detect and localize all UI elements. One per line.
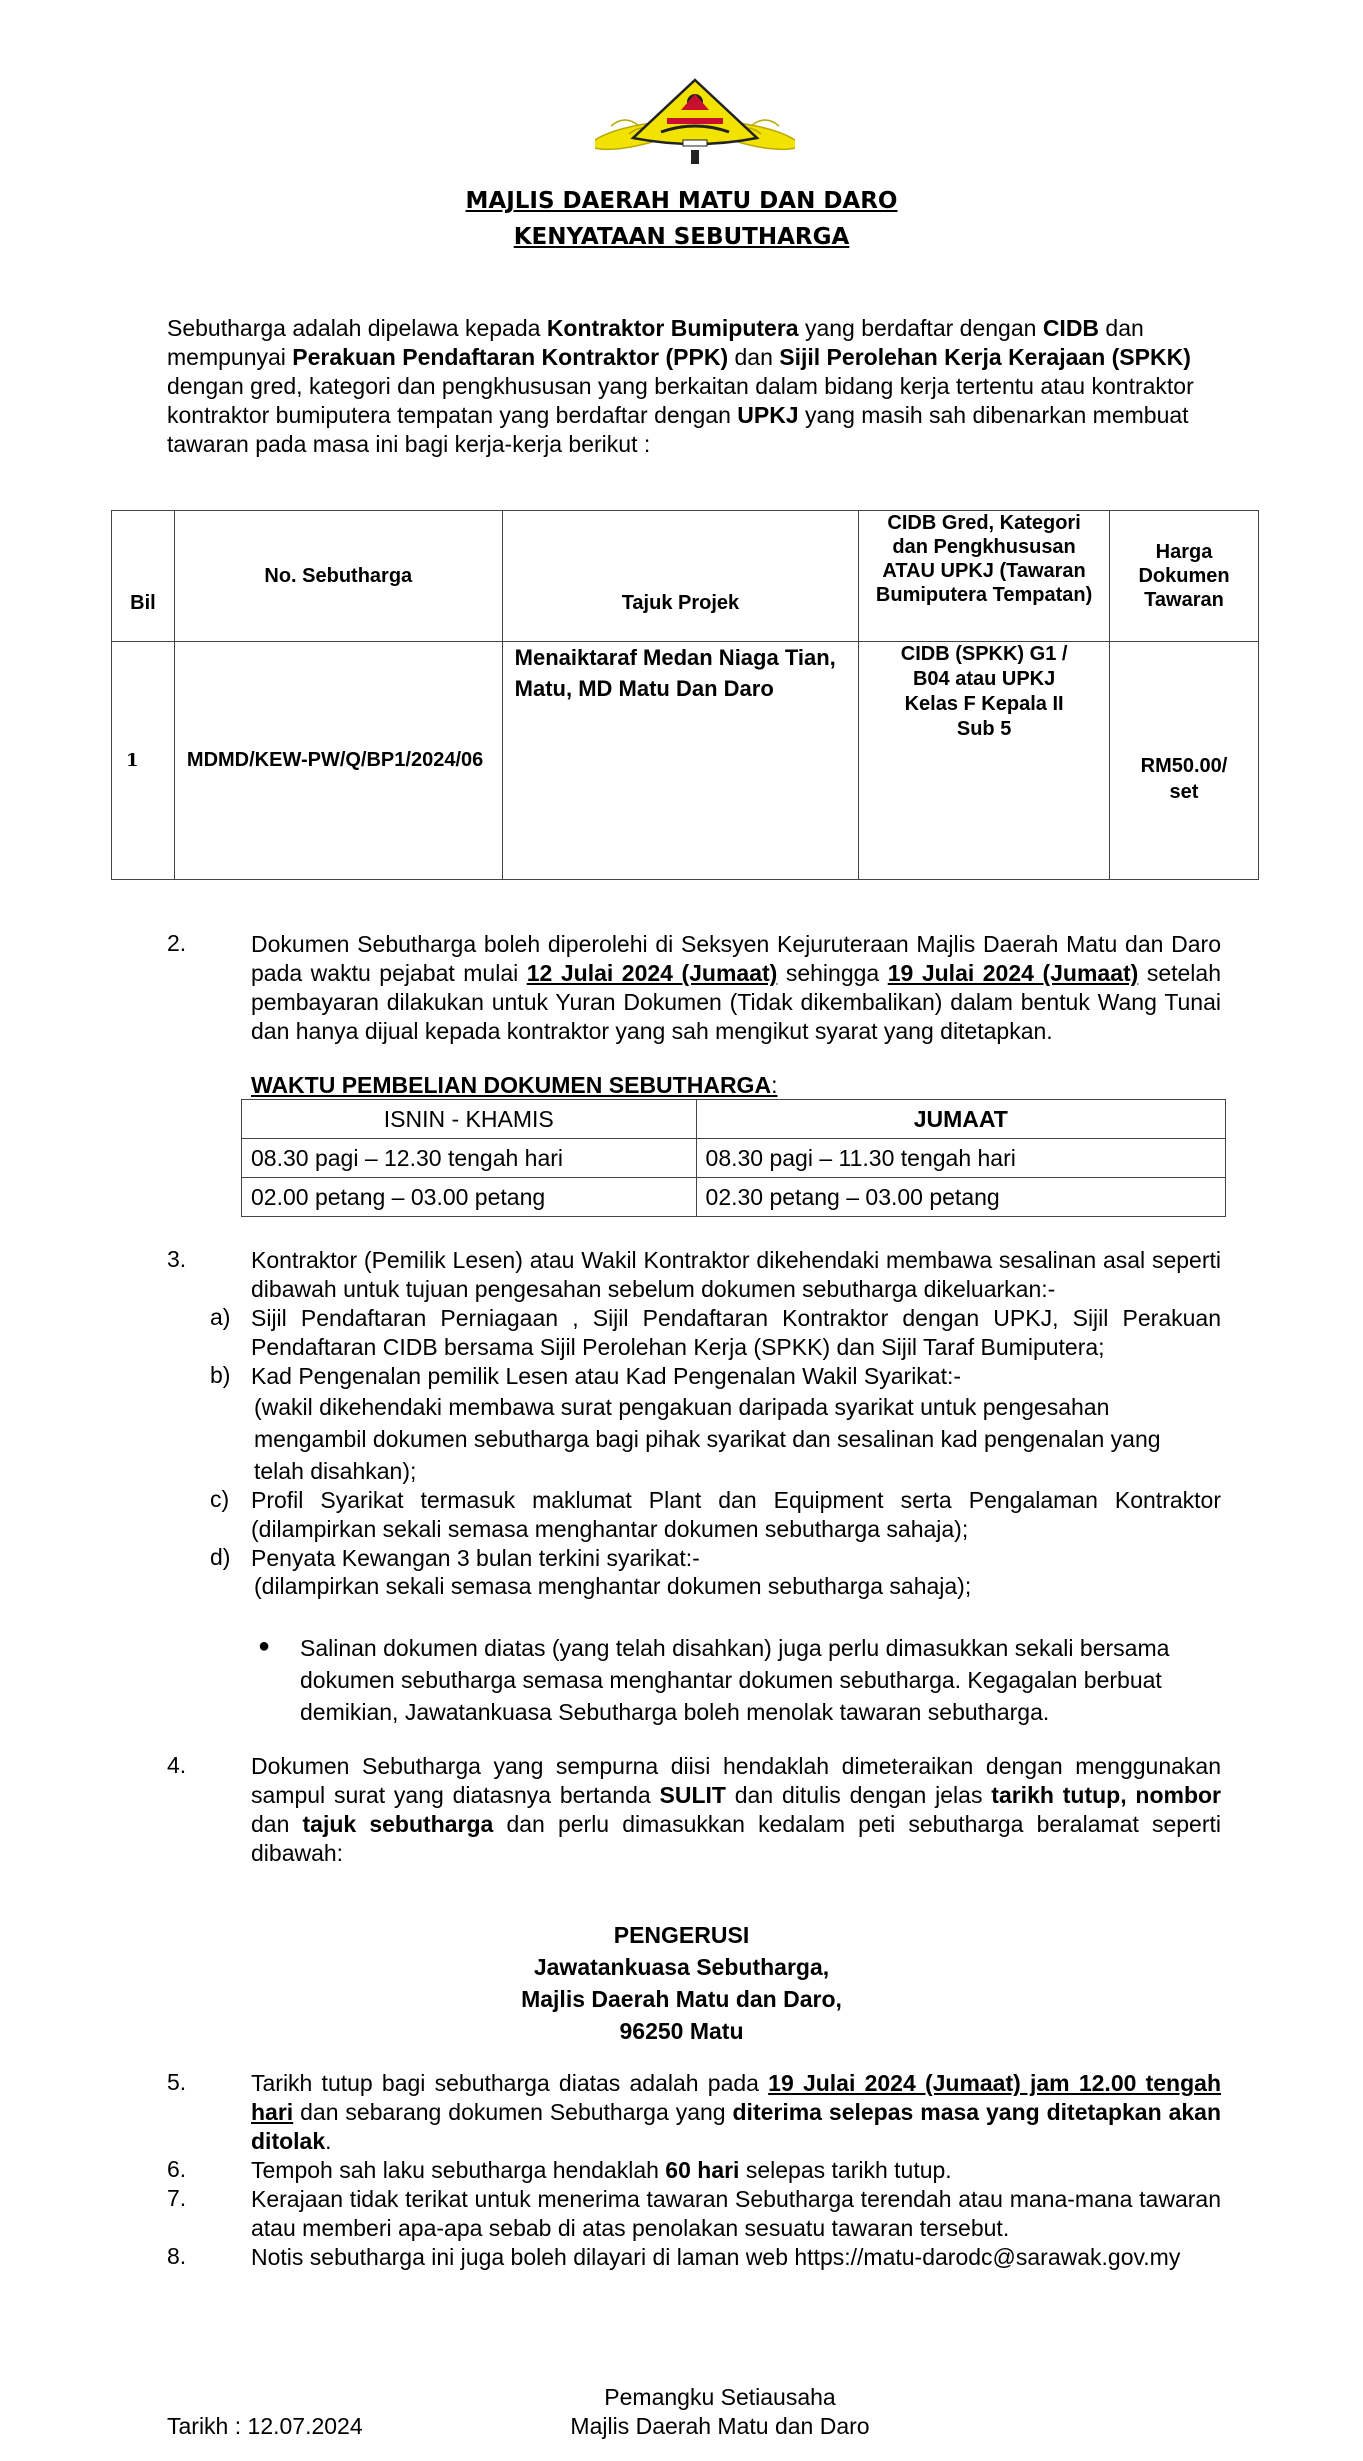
- table-row: [112, 642, 1259, 880]
- item-3c-label: c): [210, 1486, 230, 1512]
- item-8-text: Notis sebutharga ini juga boleh dilayari di laman web https://matu-darodc@sarawak.gov.my: [251, 2244, 1181, 2270]
- item-5-number: 5.: [167, 2069, 187, 2095]
- item-3a-label: a): [210, 1304, 231, 1330]
- header-tajuk-projek: Tajuk Projek: [502, 511, 859, 642]
- address-line: Majlis Daerah Matu dan Daro,: [521, 1986, 842, 2012]
- item-3-text: Kontraktor (Pemilik Lesen) atau Wakil Kontraktor dikehendaki membawa sesalinan asal seperti dibawah untuk tujuan pengesahan sebelum dokumen sebutharga dikeluarkan:-: [251, 1247, 1221, 1302]
- item-3b-note: (wakil dikehendaki membawa surat pengakuan daripada syarikat untuk pengesahan mengambil dokumen sebutharga bagi pihak syarikat dan sesalinan kad pengenalan yang telah disahkan);: [254, 1394, 1161, 1484]
- header-no-sebutharga: No. Sebutharga: [174, 511, 502, 642]
- table-header-row: [112, 511, 1259, 642]
- time-cell: 02.30 petang – 03.00 petang: [696, 1178, 1225, 1217]
- item-6-text: Tempoh sah laku sebutharga hendaklah 60 hari selepas tarikh tutup.: [251, 2157, 952, 2183]
- table-row: [242, 1139, 1226, 1178]
- address-block: [0, 1919, 1363, 2047]
- item-7-number: 7.: [167, 2185, 187, 2211]
- time-cell: 02.00 petang – 03.00 petang: [242, 1178, 697, 1217]
- row-no-sebutharga: MDMD/KEW-PW/Q/BP1/2024/06: [174, 642, 502, 880]
- row-bil: 1: [112, 642, 175, 880]
- address-line: PENGERUSI: [613, 1922, 750, 1948]
- item-3c-text: Profil Syarikat termasuk maklumat Plant dan Equipment serta Pengalaman Kontraktor (dilampirkan sekali semasa menghantar dokumen sebutharga sahaja);: [251, 1487, 1221, 1542]
- row-harga: RM50.00/ set: [1110, 642, 1259, 880]
- intro-paragraph: Sebutharga adalah dipelawa kepada Kontraktor Bumiputera yang berdaftar dengan CIDB dan mempunyai Perakuan Pendaftaran Kontraktor (PPK) dan Sijil Perolehan Kerja Kerajaan (SPKK) dengan gred, kategori dan pengkhususan yang berkaitan dalam bidang kerja tertentu atau kontraktor kontraktor bumiputera tempatan yang berdaftar dengan UPKJ yang masih sah dibenarkan membuat tawaran pada masa ini bagi kerja-kerja berikut :: [167, 315, 1194, 457]
- item-2-text: Dokumen Sebutharga boleh diperolehi di Seksyen Kejuruteraan Majlis Daerah Matu dan Daro pada waktu pejabat mulai 12 Julai 2024 (Jumaat) sehingga 19 Julai 2024 (Jumaat) setelah pembayaran dilakukan untuk Yuran Dokumen (Tidak dikembalikan) dalam bentuk Wang Tunai dan hanya dijual kepada kontraktor yang sah mengikut syarat yang ditetapkan.: [251, 931, 1221, 1044]
- address-line: Jawatankuasa Sebutharga,: [533, 1954, 830, 1980]
- signatory-organisation: Majlis Daerah Matu dan Daro: [570, 2413, 870, 2439]
- item-8-number: 8.: [167, 2243, 187, 2269]
- table-row: [242, 1178, 1226, 1217]
- time-header-row: [242, 1100, 1226, 1139]
- item-5-text: Tarikh tutup bagi sebutharga diatas adalah pada 19 Julai 2024 (Jumaat) jam 12.00 tengah hari dan sebarang dokumen Sebutharga yang diterima selepas masa yang ditetapkan akan ditolak.: [251, 2070, 1222, 2154]
- purchase-time-table: [241, 1099, 1226, 1217]
- time-header-weekday: ISNIN - KHAMIS: [242, 1100, 697, 1139]
- item-3a-text: Sijil Pendaftaran Perniagaan , Sijil Pendaftaran Kontraktor dengan UPKJ, Sijil Perakuan Pendaftaran CIDB bersama Sijil Perolehan Kerja (SPKK) dan Sijil Taraf Bumiputera;: [251, 1305, 1221, 1360]
- item-6-number: 6.: [167, 2156, 187, 2182]
- bullet-icon: ●: [258, 1635, 271, 1657]
- time-cell: 08.30 pagi – 11.30 tengah hari: [696, 1139, 1225, 1178]
- address-line: 96250 Matu: [619, 2018, 744, 2044]
- notice-title: KENYATAAN SEBUTHARGA: [513, 224, 850, 250]
- signatory-title: Pemangku Setiausaha: [604, 2384, 836, 2410]
- time-table-title: WAKTU PEMBELIAN DOKUMEN SEBUTHARGA:: [251, 1072, 778, 1098]
- item-2-number: 2.: [167, 930, 187, 956]
- item-4-number: 4.: [167, 1752, 187, 1778]
- item-3-bullet-text: Salinan dokumen diatas (yang telah disahkan) juga perlu dimasukkan sekali bersama dokumen sebutharga semasa menghantar dokumen sebutharga. Kegagalan berbuat demikian, Jawatankuasa Sebutharga boleh menolak tawaran sebutharga.: [300, 1635, 1170, 1725]
- item-4-text: Dokumen Sebutharga yang sempurna diisi hendaklah dimeteraikan dengan menggunakan sampul surat yang diatasnya bertanda SULIT dan ditulis dengan jelas tarikh tutup, nombor dan tajuk sebutharga dan perlu dimasukkan kedalam peti sebutharga beralamat seperti dibawah:: [251, 1753, 1222, 1866]
- item-3b-label: b): [210, 1362, 231, 1388]
- time-header-friday: JUMAAT: [696, 1100, 1225, 1139]
- header-cidb: CIDB Gred, Kategori dan Pengkhususan ATAU UPKJ (Tawaran Bumiputera Tempatan): [859, 511, 1110, 642]
- item-3b-text: Kad Pengenalan pemilik Lesen atau Kad Pengenalan Wakil Syarikat:-: [251, 1363, 962, 1389]
- item-3-number: 3.: [167, 1246, 187, 1272]
- row-tajuk-projek: Menaiktaraf Medan Niaga Tian, Matu, MD Matu Dan Daro: [502, 642, 859, 880]
- notice-date: Tarikh : 12.07.2024: [167, 2413, 363, 2439]
- item-7-text: Kerajaan tidak terikat untuk menerima tawaran Sebutharga terendah atau mana-mana tawaran atau memberi apa-apa sebab di atas penolakan sesuatu tawaran tersebut.: [251, 2186, 1221, 2241]
- item-3d-note: (dilampirkan sekali semasa menghantar dokumen sebutharga sahaja);: [254, 1573, 972, 1599]
- item-3d-text: Penyata Kewangan 3 bulan terkini syarikat:-: [251, 1545, 700, 1571]
- tender-table: [111, 510, 1259, 880]
- header-bil: Bil: [112, 511, 175, 642]
- item-3d-label: d): [210, 1544, 231, 1570]
- time-cell: 08.30 pagi – 12.30 tengah hari: [242, 1139, 697, 1178]
- row-cidb: CIDB (SPKK) G1 / B04 atau UPKJ Kelas F Kepala II Sub 5: [859, 642, 1110, 880]
- header-harga: Harga Dokumen Tawaran: [1110, 511, 1259, 642]
- organisation-heading: MAJLIS DAERAH MATU DAN DARO: [465, 188, 898, 214]
- council-crest-logo: [595, 74, 795, 166]
